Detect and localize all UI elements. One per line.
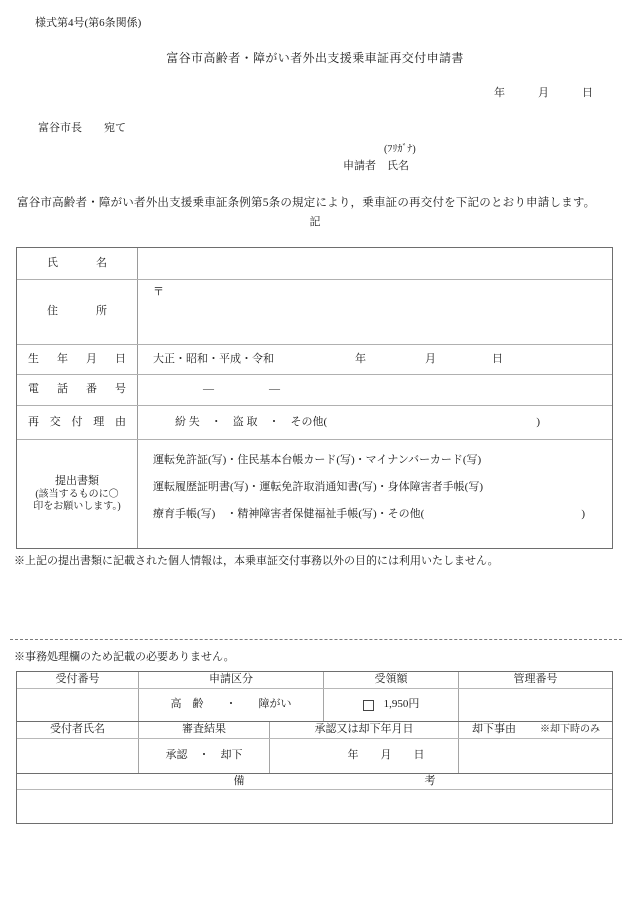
documents-label: 提出書類 (該当するものに〇 印をお願いします。) <box>17 440 138 548</box>
phone-label: 電 話 番 号 <box>17 375 138 405</box>
amount-value: 1,950円 <box>383 698 420 711</box>
office-value-row-1 <box>17 688 612 721</box>
address-value-cell <box>138 280 612 344</box>
row-documents <box>17 439 612 548</box>
rejection-reason-header: 却下事由 ※却下時のみ <box>458 722 612 738</box>
reception-number-cell <box>17 689 138 721</box>
category-options-cell: 高 齢 ・ 障がい <box>138 689 323 721</box>
dashed-separator <box>10 639 622 640</box>
date-placeholder: 年 月 日 <box>494 87 593 99</box>
approval-date-cell: 年 月 日 <box>269 739 458 773</box>
phone-value-cell <box>138 375 612 405</box>
documents-list <box>138 440 612 548</box>
application-statement: 富谷市高齢者・障がい者外出支援乗車証条例第5条の規定により，乗車証の再交付を下記のとおり申請します。 <box>17 197 596 209</box>
row-address <box>17 279 612 344</box>
application-category-header: 申請区分 <box>138 672 323 688</box>
birthdate-value-cell <box>138 345 612 374</box>
management-number-cell <box>458 689 612 721</box>
checkbox-icon <box>363 700 374 711</box>
row-name <box>17 248 612 279</box>
address-label: 住 所 <box>17 280 138 344</box>
remarks-header: 備 考 <box>233 774 436 787</box>
postal-mark: 〒 <box>153 286 164 298</box>
documents-close-paren: ) <box>581 508 585 520</box>
name-label: 氏 名 <box>17 248 138 279</box>
review-result-header: 審査結果 <box>138 722 269 738</box>
amount-cell <box>323 689 458 721</box>
remarks-cell <box>17 790 612 823</box>
addressee-line: 富谷市長 宛て <box>38 122 126 134</box>
page-title: 富谷市高齢者・障がい者外出支援乗車証再交付申請書 <box>166 51 464 65</box>
office-use-table <box>16 671 613 824</box>
documents-line-3: 療育手帳(写) ・精神障害者保健福祉手帳(写)・その他( ) <box>153 501 612 528</box>
receiver-name-header: 受付者氏名 <box>50 723 105 736</box>
phone-dashes: ― ― <box>203 383 280 396</box>
reissue-reason-label: 再 交 付 理 由 <box>17 406 138 439</box>
documents-line-1: 運転免許証(写)・住民基本台帳カード(写)・マイナンバーカード(写) <box>153 454 482 466</box>
reception-number-header: 受付番号 <box>55 673 100 686</box>
privacy-note: ※上記の提出書類に記載された個人情報は，本乗車証交付事務以外の目的には利用いたしません。 <box>14 555 499 567</box>
approval-date-header: 承認又は却下年月日 <box>269 722 458 738</box>
applicant-name-label: 申請者 氏名 <box>343 160 409 172</box>
result-options-cell: 承認 ・ 却下 <box>138 739 269 773</box>
furigana-label: (ﾌﾘｶﾞﾅ) <box>384 144 416 155</box>
birth-day-label: 日 <box>492 353 503 365</box>
record-heading: 記 <box>309 216 321 228</box>
birth-year-label: 年 <box>355 353 366 365</box>
reissue-reason-options <box>138 406 612 439</box>
amount-received-header: 受領額 <box>323 672 458 688</box>
remarks-value-row <box>17 789 612 823</box>
management-number-header: 管理番号 <box>458 672 612 688</box>
remarks-header-row <box>17 773 612 789</box>
office-header-row-2 <box>17 721 612 738</box>
office-header-row-1 <box>17 672 612 688</box>
receiver-name-cell <box>17 739 138 773</box>
era-options: 大正・昭和・平成・令和 <box>153 352 274 365</box>
documents-line-2: 運転履歴証明書(写)・運転免許取消通知書(写)・身体障害者手帳(写) <box>153 481 483 493</box>
row-phone <box>17 374 612 405</box>
form-number: 様式第4号(第6条関係) <box>35 17 142 29</box>
office-value-row-2 <box>17 738 612 773</box>
rejection-reason-cell <box>458 739 612 773</box>
application-table <box>16 247 613 549</box>
row-reissue-reason <box>17 405 612 439</box>
row-birthdate <box>17 344 612 374</box>
birth-month-label: 月 <box>425 353 436 365</box>
reason-options-text: 紛 失 ・ 盗 取 ・ その他( <box>175 415 328 428</box>
name-value-cell <box>138 248 612 279</box>
reason-close-paren: ) <box>536 415 540 428</box>
birthdate-label: 生 年 月 日 <box>17 345 138 374</box>
rejection-note: ※却下時のみ <box>540 723 600 735</box>
office-use-note: ※事務処理欄のため記載の必要ありません。 <box>14 651 235 663</box>
